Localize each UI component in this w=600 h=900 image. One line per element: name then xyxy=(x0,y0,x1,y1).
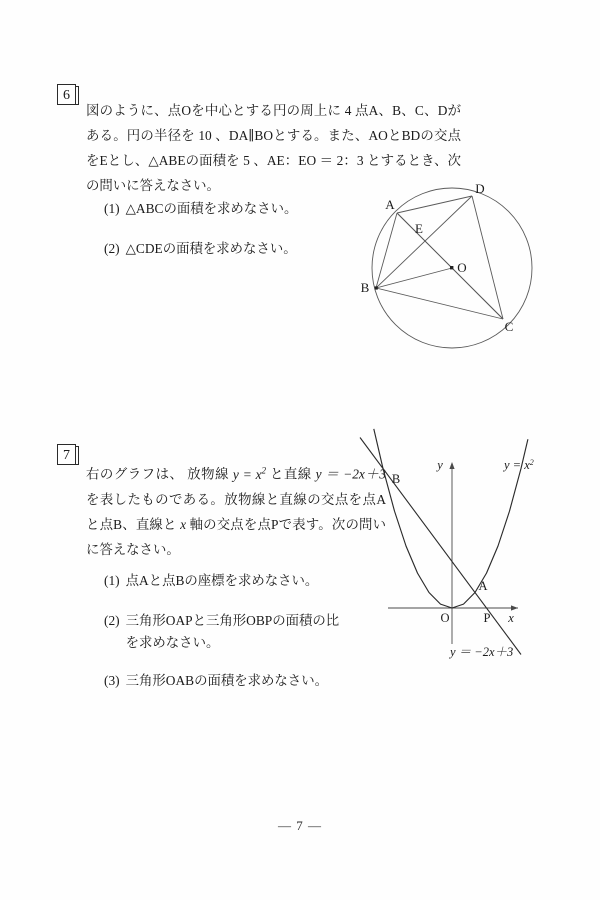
graph-label-y-axis: y xyxy=(437,458,443,472)
problem-6-subquestion-2 xyxy=(104,238,297,260)
parabola-equation-inline: $y = x^2$ xyxy=(232,465,267,482)
segment-AB xyxy=(376,213,397,288)
graph-label-line-equation: y ＝ −2x＋3 xyxy=(450,645,514,659)
graph-label-point-B: B xyxy=(391,472,401,486)
parabola-label-exponent: 2 xyxy=(529,458,534,467)
point-dot-O xyxy=(450,266,453,269)
subquestion-text: 三角形OAPと三角形OBPの面積の比を求めなさい。 xyxy=(125,613,340,650)
subquestion-marker: (1) xyxy=(104,201,120,216)
graph-axes xyxy=(388,464,518,644)
page-number: — 7 — xyxy=(278,818,322,833)
statement-part-4: 軸の交点を点Pで表す。次の問いに答えなさい。 xyxy=(86,516,386,557)
coordinate-graph xyxy=(388,444,568,679)
graph-label-point-P: P xyxy=(483,611,491,625)
subquestion-marker: (1) xyxy=(104,573,120,588)
subquestion-marker: (2) xyxy=(104,241,120,256)
problem-7-statement xyxy=(86,458,386,561)
problem-number-badge-7: 7 xyxy=(57,444,76,465)
subquestion-text: 点Aと点Bの座標を求めなさい。 xyxy=(125,573,319,588)
graph-label-parabola-equation xyxy=(502,458,534,472)
line-equation-inline: y ＝ −2x＋3 xyxy=(315,466,386,482)
segment-DC xyxy=(472,196,503,319)
circle-label-C: C xyxy=(504,319,514,334)
circle-label-B: B xyxy=(360,280,370,295)
parabola-label-base: y = x xyxy=(504,458,530,472)
subquestion-marker: (2) xyxy=(104,613,120,628)
y-axis-arrow xyxy=(449,462,454,469)
graph-label-origin: O xyxy=(440,611,450,625)
problem-7-subquestion-3 xyxy=(104,670,364,692)
subquestion-marker: (3) xyxy=(104,673,120,688)
subquestion-text: △ABCの面積を求めなさい。 xyxy=(125,201,298,216)
circle-label-O: O xyxy=(457,260,467,275)
circle-label-A: A xyxy=(385,197,395,212)
segment-BO xyxy=(376,268,452,288)
statement-part-1: 右のグラフは、 放物線 xyxy=(86,466,233,482)
statement-part-3: を表したものである。放物線と直線の交点を点Aと点B、直線と xyxy=(86,491,386,532)
graph-label-point-A: A xyxy=(478,579,488,593)
problem-number-badge-6: 6 xyxy=(57,84,76,105)
problem-7-subquestion-2 xyxy=(104,610,349,654)
problem-6-subquestion-1 xyxy=(104,198,297,220)
x-axis-arrow xyxy=(511,605,518,610)
circle-label-D: D xyxy=(475,181,485,196)
circle-diagram xyxy=(352,181,552,374)
graph-label-x-axis: x xyxy=(508,611,514,625)
segment-BC xyxy=(376,288,503,319)
subquestion-text: △CDEの面積を求めなさい。 xyxy=(125,241,297,256)
statement-axis-variable: x xyxy=(180,516,187,532)
problem-6-statement: 図のように、点Oを中心とする円の周上に 4 点A、B、C、Dがある。円の半径を 10 、DA∥BOとする。また、AOとBDの交点をEとし、△ABEの面積を 5 、AE：EO ＝ 2：3 とするとき、次の問いに答えなさい。 xyxy=(86,103,461,194)
statement-part-2: と直線 xyxy=(266,466,316,482)
parabola-curve xyxy=(374,429,528,608)
circle-label-E: E xyxy=(415,221,423,236)
point-dot-B xyxy=(375,286,378,289)
segment-AD xyxy=(397,196,472,213)
subquestion-text: 三角形OABの面積を求めなさい。 xyxy=(125,673,328,688)
problem-7-subquestion-1 xyxy=(104,570,364,592)
